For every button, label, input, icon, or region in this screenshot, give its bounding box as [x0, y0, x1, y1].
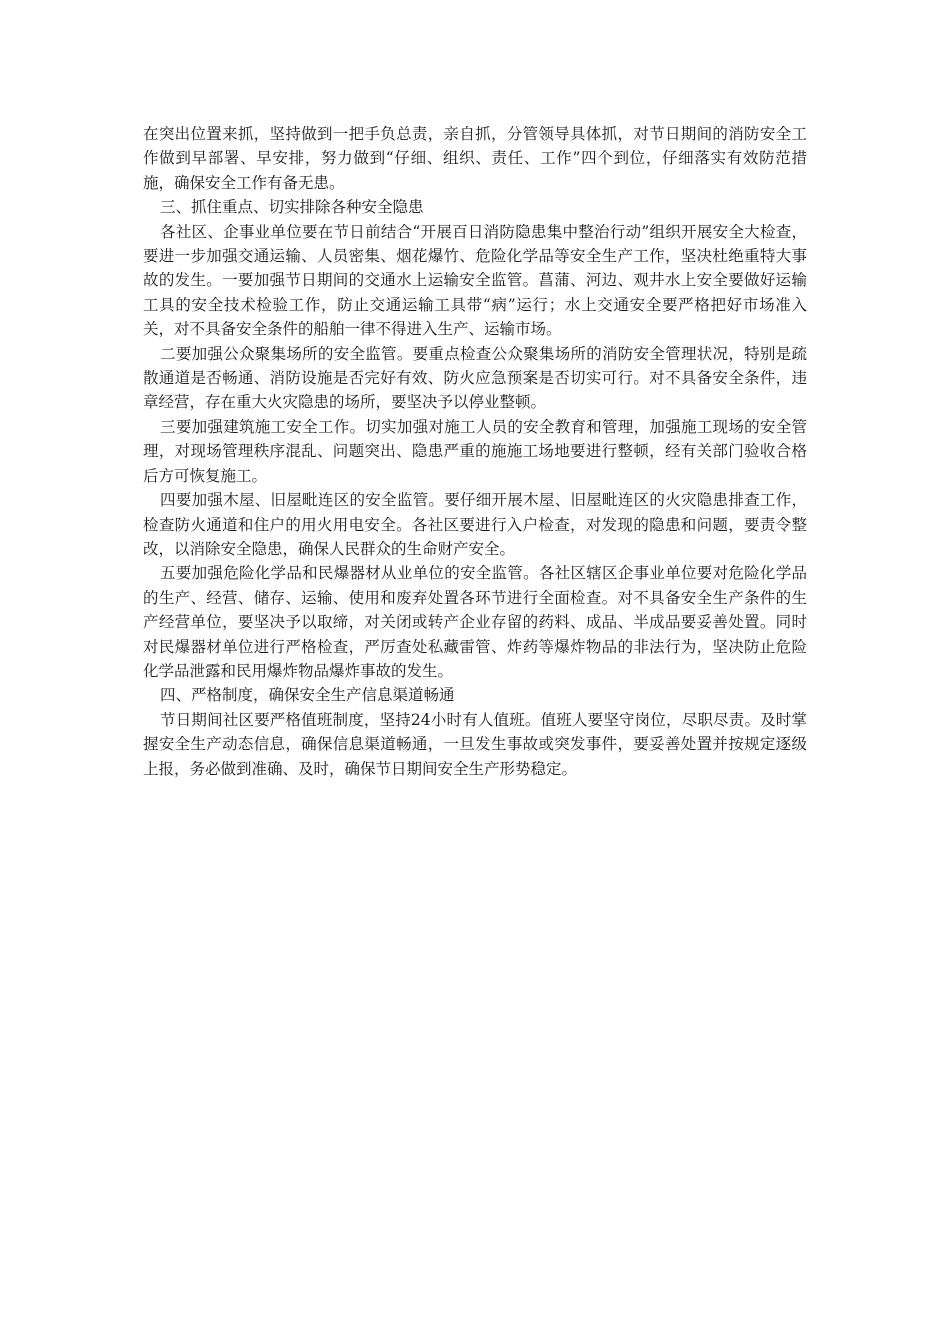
body-paragraph: 节日期间社区要严格值班制度，坚持24小时有人值班。值班人要坚守岗位，尽职尽责。及时掌握安全生产动态信息，确保信息渠道畅通，一旦发生事故或突发事件，要妥善处置并按规定逐级上报，务必做到准确、及时，确保节日期间安全生产形势稳定。	[143, 710, 807, 778]
body-paragraph: 五要加强危险化学品和民爆器材从业单位的安全监管。各社区辖区企事业单位要对危险化学品的生产、经营、储存、运输、使用和废弃处置各环节进行全面检查。对不具备安全生产条件的生产经营单位，要坚决予以取缔，对关闭或转产企业存留的药料、成品、半成品要妥善处置。同时对民爆器材单位进行严格检查，严厉查处私藏雷管、炸药等爆炸物品的非法行为，坚决防止危险化学品泄露和民用爆炸物品爆炸事故的发生。	[143, 564, 807, 680]
body-paragraph: 三要加强建筑施工安全工作。切实加强对施工人员的安全教育和管理，加强施工现场的安全管理，对现场管理秩序混乱、问题突出、隐患严重的施施工场地要进行整顿，经有关部门验收合格后方可恢复施工。	[143, 417, 807, 485]
body-paragraph: 各社区、企事业单位要在节日前结合“开展百日消防隐患集中整治行动”组织开展安全大检查，要进一步加强交通运输、人员密集、烟花爆竹、危险化学品等安全生产工作，坚决杜绝重特大事故的发生。一要加强节日期间的交通水上运输安全监管。菖蒲、河边、观井水上安全要做好运输工具的安全技术检验工作，防止交通运输工具带“病”运行；水上交通安全要严格把好市场准入关，对不具备安全条件的船舶一律不得进入生产、运输市场。	[143, 222, 807, 339]
body-paragraph: 四要加强木屋、旧屋毗连区的安全监管。要仔细开展木屋、旧屋毗连区的火灾隐患排查工作，检查防火通道和住户的用火用电安全。各社区要进行入户检查，对发现的隐患和问题，要责令整改，以消除安全隐患，确保人民群众的生命财产安全。	[143, 491, 807, 558]
body-paragraph: 二要加强公众聚集场所的安全监管。要重点检查公众聚集场所的消防安全管理状况，特别是疏散通道是否畅通、消防设施是否完好有效、防火应急预案是否切实可行。对不具备安全条件，违章经营，存在重大火灾隐患的场所，要坚决予以停业整顿。	[143, 344, 807, 412]
document-body	[143, 122, 807, 781]
section-heading: 四、严格制度，确保安全生产信息渠道畅通	[160, 686, 455, 705]
body-paragraph: 在突出位置来抓，坚持做到一把手负总责，亲自抓，分管领导具体抓，对节日期间的消防安全工作做到早部署、早安排，努力做到“仔细、组织、责任、工作”四个到位，仔细落实有效防范措施，确保安全工作有备无患。	[143, 125, 807, 192]
section-heading: 三、抓住重点、切实排除各种安全隐患	[160, 198, 424, 217]
